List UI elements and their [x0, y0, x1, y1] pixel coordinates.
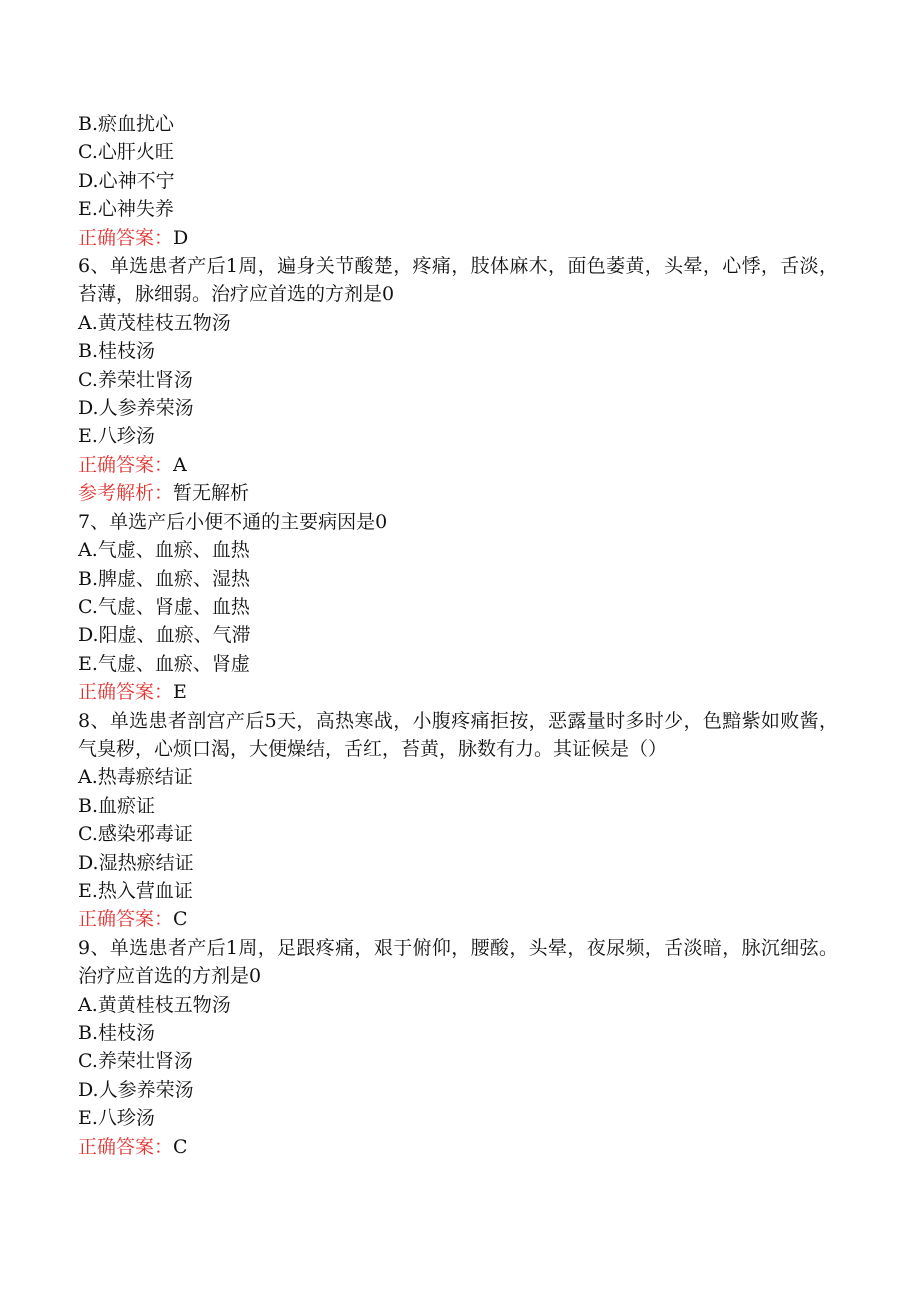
answer-value: D	[173, 226, 189, 249]
option-e: E.气虚、血瘀、肾虚	[78, 652, 250, 675]
answer-line	[78, 1133, 838, 1161]
option-a: A.黄茂桂枝五物汤	[78, 311, 231, 334]
answer-value: E	[173, 681, 187, 704]
answer-label: 正确答案：	[78, 1135, 174, 1158]
option-c: C.养荣壮肾汤	[78, 1050, 193, 1073]
question-stem: 7、单选产后小便不通的主要病因是0	[78, 510, 388, 533]
option-e: E.八珍汤	[78, 1107, 155, 1130]
answer-value: A	[173, 453, 187, 476]
option-e: E.热入营血证	[78, 879, 193, 902]
analysis-label: 参考解析：	[78, 482, 174, 505]
option-d: D.人参养荣汤	[78, 397, 194, 420]
answer-line	[78, 905, 838, 933]
option-c: C.气虚、肾虚、血热	[78, 595, 250, 618]
option-d: D.阳虚、血瘀、气滞	[78, 624, 251, 647]
option-b: B.桂枝汤	[78, 340, 156, 363]
answer-label: 正确答案：	[78, 453, 174, 476]
question-block-5	[78, 110, 838, 252]
answer-line	[78, 451, 838, 479]
question-stem: 6、单选患者产后1周，遍身关节酸楚，疼痛，肢体麻木，面色萎黄，头晕，心悸，舌淡，苔薄，脉细弱。治疗应首选的方剂是0	[78, 255, 838, 306]
question-block-8	[78, 707, 838, 934]
option-a: A.气虚、血瘀、血热	[78, 539, 250, 562]
option-c: C.感染邪毒证	[78, 823, 193, 846]
option-e: E.心神失养	[78, 198, 174, 221]
option-d: D.人参养荣汤	[78, 1078, 194, 1101]
question-block-7	[78, 508, 838, 707]
option-a: A.热毒瘀结证	[78, 766, 193, 789]
option-b: B.血瘀证	[78, 794, 156, 817]
option-d: D.湿热瘀结证	[78, 851, 194, 874]
option-d: D.心神不宁	[78, 169, 175, 192]
answer-value: C	[173, 1135, 188, 1158]
question-stem: 9、单选患者产后1周，足跟疼痛，艰于俯仰，腰酸，头晕，夜尿频，舌淡暗，脉沉细弦。治疗应首选的方剂是0	[78, 936, 838, 988]
analysis-line	[78, 479, 838, 507]
option-b: B.瘀血扰心	[78, 113, 175, 135]
option-c: C.心肝火旺	[78, 141, 174, 164]
option-b: B.脾虚、血瘀、湿热	[78, 567, 251, 590]
answer-line	[78, 678, 838, 706]
option-a: A.黄黄桂枝五物汤	[78, 993, 231, 1016]
answer-label: 正确答案：	[78, 226, 174, 249]
answer-value: C	[173, 908, 188, 931]
option-e: E.八珍汤	[78, 425, 155, 448]
question-list	[78, 110, 838, 1161]
question-block-6	[78, 252, 838, 508]
option-b: B.桂枝汤	[78, 1022, 156, 1044]
answer-label: 正确答案：	[78, 681, 174, 704]
question-block-9	[78, 934, 838, 1161]
analysis-value: 暂无解析	[173, 482, 250, 505]
question-stem: 8、单选患者剖宫产后5天，高热寒战，小腹疼痛拒按，恶露量时多时少，色黯紫如败酱，气臭秽，心烦口渴，大便燥结，舌红，苔黄，脉数有力。其证候是（）	[78, 709, 838, 760]
answer-line	[78, 224, 838, 252]
option-c: C.养荣壮肾汤	[78, 368, 193, 391]
answer-label: 正确答案：	[78, 908, 174, 931]
